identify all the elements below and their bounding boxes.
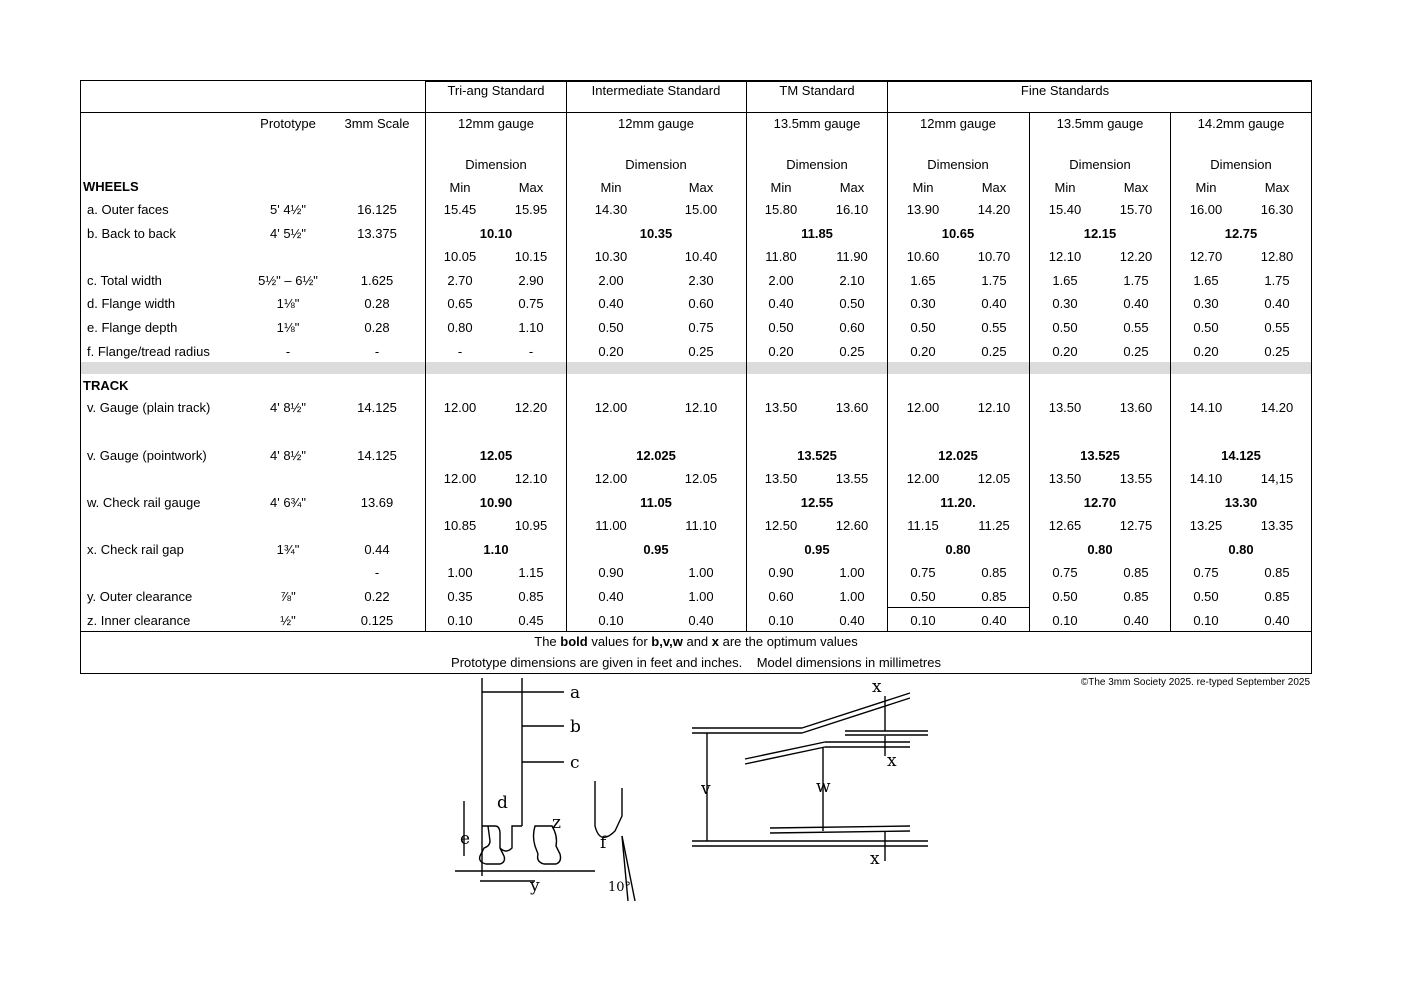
standard-header: Fine Standards <box>1020 83 1110 98</box>
min-header: Min <box>1195 180 1217 195</box>
table-cell: 12.10 <box>514 471 548 486</box>
table-cell: 14.30 <box>594 202 628 217</box>
optimum-value: 12.15 <box>1083 226 1117 241</box>
label-w: w <box>816 777 831 797</box>
table-cell: 12.10 <box>684 400 718 415</box>
table-cell: 0.65 <box>447 296 473 311</box>
table-cell: 12.10 <box>977 400 1011 415</box>
table-cell: 13.60 <box>1119 400 1153 415</box>
table-bottom-rule <box>81 631 1311 632</box>
table-cell: 0.85 <box>518 589 544 604</box>
scale-value: - <box>374 344 380 359</box>
table-cell: 13.50 <box>1048 400 1082 415</box>
table-cell: 0.55 <box>981 320 1007 335</box>
prototype-value: 4' 5½" <box>269 226 307 241</box>
dimension-header: Dimension <box>465 157 527 172</box>
table-cell: 0.90 <box>768 565 794 580</box>
standards-table <box>80 80 1312 674</box>
table-cell: 0.75 <box>1052 565 1078 580</box>
row-label: v. Gauge (pointwork) <box>87 448 207 463</box>
scale-value: 0.28 <box>364 296 390 311</box>
table-cell: 2.30 <box>688 273 714 288</box>
optimum-value: 0.80 <box>1228 542 1254 557</box>
table-cell: 0.60 <box>839 320 865 335</box>
dimension-header: Dimension <box>1069 157 1131 172</box>
table-cell: 0.10 <box>1193 613 1219 628</box>
table-cell: 0.20 <box>1193 344 1219 359</box>
table-cell: 0.10 <box>768 613 794 628</box>
row-label: c. Total width <box>87 273 162 288</box>
table-cell: 0.85 <box>981 589 1007 604</box>
label-x-top: x <box>872 677 882 697</box>
header-top-rule <box>425 81 1311 82</box>
row-label: y. Outer clearance <box>87 589 193 604</box>
table-cell: 0.25 <box>1264 344 1290 359</box>
table-cell: 2.00 <box>598 273 624 288</box>
min-header: Min <box>449 180 471 195</box>
table-cell: 0.25 <box>688 344 714 359</box>
section-divider-band <box>81 362 1311 374</box>
min-header: Min <box>1054 180 1076 195</box>
table-cell: 14.20 <box>977 202 1011 217</box>
col-rule <box>1029 112 1030 631</box>
table-cell: 0.30 <box>1193 296 1219 311</box>
table-cell: 1.00 <box>688 565 714 580</box>
row-label: x. Check rail gap <box>87 542 184 557</box>
scale-value: 0.125 <box>360 613 394 628</box>
table-cell: 0.40 <box>1264 613 1290 628</box>
col-rule <box>566 81 567 631</box>
table-cell: 13.90 <box>906 202 940 217</box>
table-cell: 0.30 <box>910 296 936 311</box>
min-header: Min <box>770 180 792 195</box>
table-cell: 0.75 <box>1193 565 1219 580</box>
label-y: y <box>530 876 540 896</box>
table-cell: 0.75 <box>688 320 714 335</box>
scale-value: 0.44 <box>364 542 390 557</box>
row-label: w. Check rail gauge <box>87 495 201 510</box>
max-header: Max <box>688 180 714 195</box>
table-cell: 10.30 <box>594 249 628 264</box>
table-cell: 13.50 <box>1048 471 1082 486</box>
optimum-value: 12.70 <box>1083 495 1117 510</box>
table-cell: 15.95 <box>514 202 548 217</box>
gauge-header: 13.5mm gauge <box>1056 116 1144 131</box>
label-x-bottom: x <box>870 849 880 869</box>
table-cell: 1.00 <box>688 589 714 604</box>
scale-value: 14.125 <box>357 400 397 415</box>
table-cell: 10.15 <box>514 249 548 264</box>
note-bold: x <box>711 634 720 649</box>
table-cell: 12.20 <box>514 400 548 415</box>
max-header: Max <box>1264 180 1290 195</box>
optimum-value: 11.85 <box>801 226 833 241</box>
table-cell: 10.95 <box>514 518 548 533</box>
scale-value: 0.22 <box>364 589 390 604</box>
optimum-value: 12.05 <box>479 448 513 463</box>
prototype-value: 4' 8½" <box>269 400 307 415</box>
table-cell: 14,15 <box>1260 471 1294 486</box>
table-cell: 0.45 <box>518 613 544 628</box>
gauge-header: 12mm gauge <box>458 116 534 131</box>
table-cell: 1.65 <box>1193 273 1219 288</box>
header-rule <box>81 112 1311 113</box>
table-cell: 0.50 <box>1052 589 1078 604</box>
table-cell: 0.85 <box>1123 589 1149 604</box>
label-10deg: 10° <box>608 880 632 895</box>
table-cell: 2.70 <box>447 273 473 288</box>
table-cell: 0.60 <box>768 589 794 604</box>
table-cell: 10.60 <box>906 249 940 264</box>
optimum-value: 0.95 <box>643 542 669 557</box>
table-cell: 0.75 <box>518 296 544 311</box>
table-cell: 15.70 <box>1119 202 1153 217</box>
table-cell: 0.50 <box>1193 589 1219 604</box>
label-f: f <box>600 833 607 853</box>
table-cell: 13.25 <box>1189 518 1223 533</box>
table-cell: 0.75 <box>910 565 936 580</box>
row-label: d. Flange width <box>87 296 176 311</box>
prototype-value: 1⅛" <box>276 296 300 311</box>
label-z: z <box>552 813 561 833</box>
table-cell: 12.50 <box>764 518 798 533</box>
table-cell: 13.50 <box>764 400 798 415</box>
table-cell: 11.80 <box>765 249 797 264</box>
table-cell: 13.60 <box>835 400 869 415</box>
table-cell: 0.40 <box>1123 296 1149 311</box>
table-cell: - <box>457 344 463 359</box>
table-cell: 12.80 <box>1260 249 1294 264</box>
table-cell: 1.10 <box>518 320 544 335</box>
optimum-value: 0.80 <box>1087 542 1113 557</box>
optimum-value: 1.10 <box>483 542 509 557</box>
scale-value: 13.375 <box>357 226 397 241</box>
table-cell: 0.40 <box>768 296 794 311</box>
prototype-value: - <box>285 344 291 359</box>
track-diagram <box>690 676 932 876</box>
dimension-header: Dimension <box>625 157 687 172</box>
table-cell: 1.15 <box>518 565 544 580</box>
label-d: d <box>497 793 508 813</box>
dimension-header: Dimension <box>1210 157 1272 172</box>
table-cell: 12.65 <box>1048 518 1082 533</box>
table-cell: 0.40 <box>981 296 1007 311</box>
prototype-value: 5' 4½" <box>269 202 307 217</box>
prototype-value: 1¾" <box>276 542 300 557</box>
standard-header: TM Standard <box>779 83 855 98</box>
row-label: v. Gauge (plain track) <box>87 400 211 415</box>
scale-header: 3mm Scale <box>344 116 410 131</box>
table-cell: 16.00 <box>1189 202 1223 217</box>
table-cell: 12.00 <box>594 400 628 415</box>
table-cell: 0.85 <box>1123 565 1149 580</box>
table-cell: 0.40 <box>981 613 1007 628</box>
table-cell: 1.00 <box>447 565 473 580</box>
optimum-value: 12.025 <box>636 448 676 463</box>
table-cell: 15.00 <box>684 202 718 217</box>
table-cell: 0.40 <box>1123 613 1149 628</box>
table-cell: 11.10 <box>685 518 717 533</box>
optimum-value: 0.95 <box>804 542 830 557</box>
note-bold: b,v,w <box>651 634 683 649</box>
prototype-value: 5½" – 6½" <box>258 273 318 288</box>
table-cell: 11.25 <box>978 518 1010 533</box>
table-cell: 0.50 <box>1193 320 1219 335</box>
table-cell: 0.55 <box>1123 320 1149 335</box>
min-header: Min <box>912 180 934 195</box>
table-cell: 12.05 <box>977 471 1011 486</box>
prototype-header: Prototype <box>260 116 316 131</box>
table-cell: - <box>528 344 534 359</box>
label-x-mid: x <box>887 751 897 771</box>
table-cell: 0.85 <box>1264 565 1290 580</box>
track-section-title: TRACK <box>83 378 129 393</box>
table-cell: 0.40 <box>598 589 624 604</box>
table-cell: 0.20 <box>910 344 936 359</box>
table-cell: 13.55 <box>835 471 869 486</box>
table-cell: 0.20 <box>1052 344 1078 359</box>
table-cell: 1.75 <box>1264 273 1290 288</box>
table-cell: 0.30 <box>1052 296 1078 311</box>
label-e: e <box>460 829 471 849</box>
partial-rule <box>887 607 1029 608</box>
note-text: are the optimum values <box>719 634 858 649</box>
optimum-value: 12.75 <box>1224 226 1258 241</box>
table-cell: 0.80 <box>447 320 473 335</box>
optimum-value: 13.525 <box>1080 448 1120 463</box>
table-cell: 10.70 <box>977 249 1011 264</box>
table-cell: 0.25 <box>1123 344 1149 359</box>
note-text: and <box>682 634 712 649</box>
note-text: values for <box>587 634 652 649</box>
label-v: v <box>701 779 711 799</box>
table-cell: 13.50 <box>764 471 798 486</box>
optimum-value: 10.65 <box>941 226 975 241</box>
table-cell: 0.50 <box>1052 320 1078 335</box>
table-cell: 0.20 <box>768 344 794 359</box>
table-cell: 12.20 <box>1119 249 1153 264</box>
table-cell: 0.40 <box>688 613 714 628</box>
label-c: c <box>570 753 580 773</box>
bold-values-note <box>534 634 857 650</box>
table-cell: 10.85 <box>443 518 477 533</box>
prototype-value: 1⅛" <box>276 320 300 335</box>
table-cell: 14.20 <box>1260 400 1294 415</box>
table-cell: 12.10 <box>1048 249 1082 264</box>
table-cell: 12.60 <box>835 518 869 533</box>
table-cell: 14.10 <box>1189 400 1223 415</box>
label-b: b <box>570 717 581 737</box>
col-rule <box>887 81 888 631</box>
max-header: Max <box>1123 180 1149 195</box>
table-cell: 10.40 <box>684 249 718 264</box>
optimum-value: 10.10 <box>479 226 513 241</box>
table-cell: 14.10 <box>1189 471 1223 486</box>
optimum-value: 13.525 <box>797 448 837 463</box>
table-cell: 16.10 <box>835 202 869 217</box>
optimum-value: 12.025 <box>938 448 978 463</box>
table-cell: 13.55 <box>1119 471 1153 486</box>
table-cell: 1.75 <box>981 273 1007 288</box>
table-cell: 2.90 <box>518 273 544 288</box>
table-cell: 15.45 <box>443 202 477 217</box>
table-cell: 11.00 <box>595 518 627 533</box>
table-cell: 1.00 <box>839 589 865 604</box>
row-label: e. Flange depth <box>87 320 178 335</box>
table-cell: 0.10 <box>1052 613 1078 628</box>
table-cell: 1.65 <box>1052 273 1078 288</box>
prototype-value: 4' 8½" <box>269 448 307 463</box>
table-cell: 2.10 <box>839 273 865 288</box>
table-cell: 2.00 <box>768 273 794 288</box>
table-cell: 0.20 <box>598 344 624 359</box>
table-cell: 0.50 <box>768 320 794 335</box>
max-header: Max <box>981 180 1007 195</box>
col-rule <box>425 81 426 631</box>
optimum-value: 0.80 <box>945 542 971 557</box>
table-cell: 11.90 <box>836 249 868 264</box>
table-cell: 0.10 <box>447 613 473 628</box>
standard-header: Tri-ang Standard <box>447 83 545 98</box>
table-cell: 0.85 <box>981 565 1007 580</box>
table-cell: 0.60 <box>688 296 714 311</box>
scale-value: 13.69 <box>360 495 394 510</box>
table-cell: 0.90 <box>598 565 624 580</box>
table-cell: 0.85 <box>1264 589 1290 604</box>
row-label: b. Back to back <box>87 226 176 241</box>
table-cell: 12.00 <box>443 471 477 486</box>
table-cell: 0.25 <box>839 344 865 359</box>
scale-value: 16.125 <box>357 202 397 217</box>
note-bold: bold <box>560 634 588 649</box>
table-cell: 0.50 <box>910 589 936 604</box>
table-cell: 0.10 <box>598 613 624 628</box>
table-cell: 16.30 <box>1260 202 1294 217</box>
table-cell: 0.35 <box>447 589 473 604</box>
gauge-header: 12mm gauge <box>618 116 694 131</box>
col-rule <box>746 81 747 631</box>
table-cell: 0.50 <box>598 320 624 335</box>
optimum-value: 10.35 <box>639 226 673 241</box>
table-cell: 0.40 <box>598 296 624 311</box>
table-cell: 0.50 <box>910 320 936 335</box>
optimum-value: 10.90 <box>479 495 513 510</box>
optimum-value: 11.20. <box>940 495 976 510</box>
note-text: The <box>534 634 561 649</box>
row-label: z. Inner clearance <box>87 613 191 628</box>
table-cell: 0.55 <box>1264 320 1290 335</box>
optimum-value: 11.05 <box>640 495 672 510</box>
table-cell: 12.00 <box>443 400 477 415</box>
min-header: Min <box>600 180 622 195</box>
table-cell: 12.00 <box>906 471 940 486</box>
table-cell: 12.05 <box>684 471 718 486</box>
gauge-header: 13.5mm gauge <box>773 116 861 131</box>
max-header: Max <box>839 180 865 195</box>
optimum-value: 14.125 <box>1221 448 1261 463</box>
dimension-header: Dimension <box>927 157 989 172</box>
dimension-header: Dimension <box>786 157 848 172</box>
gauge-header: 14.2mm gauge <box>1197 116 1285 131</box>
table-cell: 12.70 <box>1189 249 1223 264</box>
table-cell: 13.35 <box>1260 518 1294 533</box>
standard-header: Intermediate Standard <box>591 83 721 98</box>
table-cell: 1.75 <box>1123 273 1149 288</box>
table-cell: 0.50 <box>839 296 865 311</box>
table-cell: 0.40 <box>839 613 865 628</box>
col-rule <box>1170 112 1171 631</box>
prototype-value: 4' 6¾" <box>269 495 307 510</box>
prototype-value: ⅞" <box>280 589 296 604</box>
optimum-value: 13.30 <box>1224 495 1258 510</box>
table-cell: 15.80 <box>764 202 798 217</box>
label-a: a <box>570 683 581 703</box>
scale-value: 14.125 <box>357 448 397 463</box>
gauge-header: 12mm gauge <box>920 116 996 131</box>
table-cell: 0.40 <box>1264 296 1290 311</box>
table-cell: 12.00 <box>906 400 940 415</box>
units-note: Prototype dimensions are given in feet and inches. Model dimensions in millimetres <box>451 655 941 670</box>
prototype-value: ½" <box>280 613 296 628</box>
table-cell: 11.15 <box>907 518 939 533</box>
table-cell: 10.05 <box>443 249 477 264</box>
wheels-section-title: WHEELS <box>83 179 139 194</box>
row-label: a. Outer faces <box>87 202 169 217</box>
table-cell: 1.00 <box>839 565 865 580</box>
scale-value: 0.28 <box>364 320 390 335</box>
row-label: f. Flange/tread radius <box>87 344 210 359</box>
max-header: Max <box>518 180 544 195</box>
optimum-value: 12.55 <box>800 495 834 510</box>
copyright: ©The 3mm Society 2025. re-typed September 2025 <box>1080 677 1310 688</box>
table-cell: 15.40 <box>1048 202 1082 217</box>
table-cell: 0.25 <box>981 344 1007 359</box>
scale-value: - <box>374 565 380 580</box>
table-cell: 0.10 <box>910 613 936 628</box>
table-cell: 1.65 <box>910 273 936 288</box>
scale-value: 1.625 <box>360 273 394 288</box>
table-cell: 12.00 <box>594 471 628 486</box>
wheel-profile-diagram <box>440 676 680 908</box>
table-cell: 12.75 <box>1119 518 1153 533</box>
